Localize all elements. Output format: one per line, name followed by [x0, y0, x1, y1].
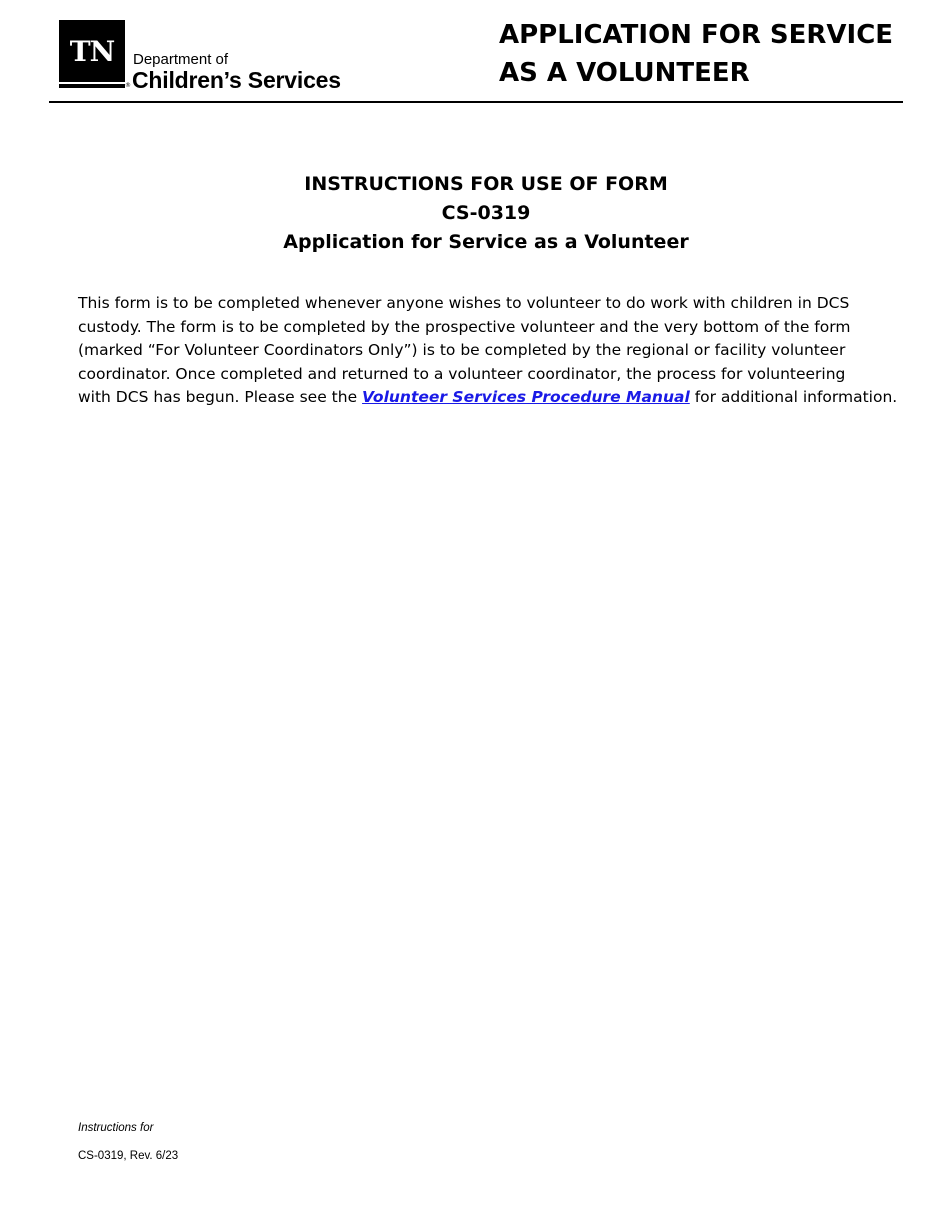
paragraph-line: custody. The form is to be completed by the prospective volunteer and the very bottom of the form	[78, 317, 851, 336]
logo-department-text: Department of	[133, 51, 229, 68]
procedure-manual-link[interactable]: Volunteer Services Procedure Manual	[362, 388, 690, 406]
dcs-logo	[59, 20, 369, 92]
tn-logo-mark: TN	[59, 20, 125, 82]
registered-mark-icon: ®	[125, 82, 131, 89]
paragraph-line: (marked “For Volunteer Coordinators Only”) is to be completed by the regional or facility volunteer	[78, 341, 846, 359]
logo-underline	[59, 84, 125, 88]
header-divider	[49, 101, 903, 103]
form-title	[499, 16, 919, 92]
form-title-line2: AS A VOLUNTEER	[499, 58, 750, 88]
footer-label: Instructions for	[78, 1122, 154, 1134]
paragraph-line: coordinator. Once completed and returned to a volunteer coordinator, the process for volunteering	[78, 364, 846, 383]
paragraph-text: for additional information.	[689, 388, 898, 406]
instructions-heading	[0, 170, 950, 257]
paragraph-line-with-link	[78, 386, 898, 410]
footer-form-revision: CS-0319, Rev. 6/23	[78, 1150, 179, 1162]
form-number: CS-0319	[441, 202, 531, 224]
paragraph-text: with DCS has begun. Please see the	[78, 388, 363, 406]
logo-agency-name: Children’s Services	[132, 67, 341, 93]
form-name: Application for Service as a Volunteer	[283, 231, 689, 253]
paragraph-line: This form is to be completed whenever anyone wishes to volunteer to do work with children in DCS	[78, 294, 850, 312]
instructions-paragraph	[78, 292, 898, 410]
instructions-heading-line1: INSTRUCTIONS FOR USE OF FORM	[304, 173, 668, 195]
form-title-line1: APPLICATION FOR SERVICE	[499, 20, 894, 50]
